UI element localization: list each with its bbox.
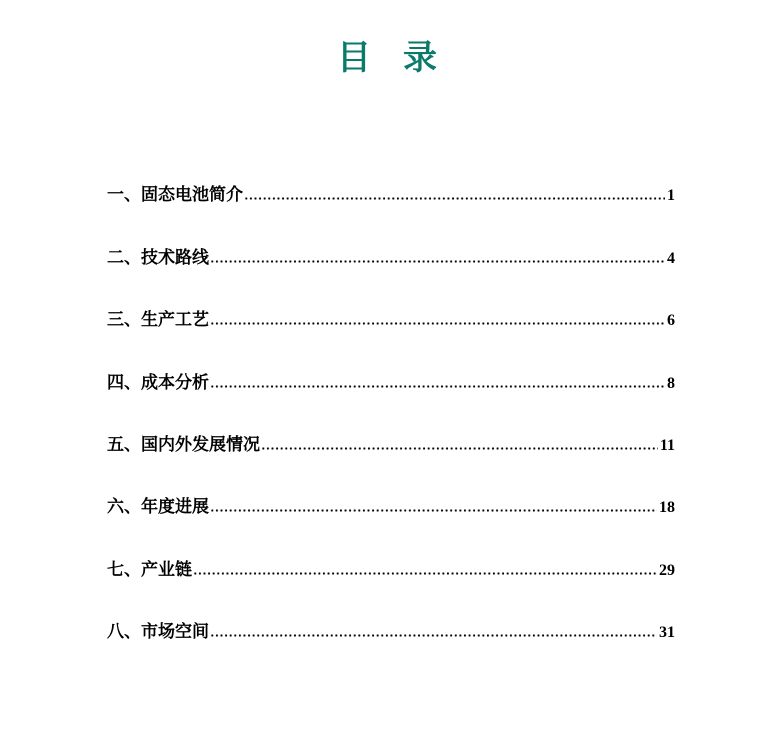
toc-entry-page: 18 (659, 499, 675, 517)
toc-entry-label: 二、技术路线 (107, 247, 209, 268)
toc-entry-label: 五、国内外发展情况 (107, 434, 260, 455)
toc-entry-label: 八、市场空间 (107, 622, 209, 643)
title-char: 目 (337, 38, 371, 78)
toc-entry-page: 6 (667, 312, 675, 330)
dot-leader (210, 509, 657, 512)
title-char: 录 (403, 38, 437, 78)
toc-entry[interactable] (107, 205, 675, 267)
toc-entry-label: 七、产业链 (107, 559, 192, 580)
toc-entry-label: 三、生产工艺 (107, 310, 209, 331)
page-title (0, 30, 774, 79)
toc-entry-page: 29 (659, 561, 675, 579)
dot-leader (244, 197, 665, 200)
dot-leader (210, 634, 657, 637)
toc-entry-page: 8 (667, 374, 675, 392)
toc-entry-page: 31 (659, 624, 675, 642)
dot-leader (261, 447, 658, 450)
dot-leader (210, 260, 665, 263)
toc-entry[interactable] (107, 580, 675, 642)
toc-entry[interactable] (107, 330, 675, 392)
dot-leader (210, 322, 665, 325)
toc-entry[interactable] (107, 268, 675, 330)
table-of-contents (107, 143, 675, 642)
toc-entry-label: 一、固态电池简介 (107, 185, 243, 206)
toc-entry-page: 11 (659, 436, 675, 454)
toc-entry[interactable] (107, 517, 675, 579)
toc-entry[interactable] (107, 393, 675, 455)
toc-entry[interactable] (107, 143, 675, 205)
toc-entry-label: 四、成本分析 (107, 372, 209, 393)
toc-entry-page: 1 (667, 187, 675, 205)
toc-entry-page: 4 (667, 249, 675, 267)
dot-leader (193, 572, 657, 575)
toc-entry-label: 六、年度进展 (107, 497, 209, 518)
dot-leader (210, 385, 665, 388)
toc-entry[interactable] (107, 455, 675, 517)
